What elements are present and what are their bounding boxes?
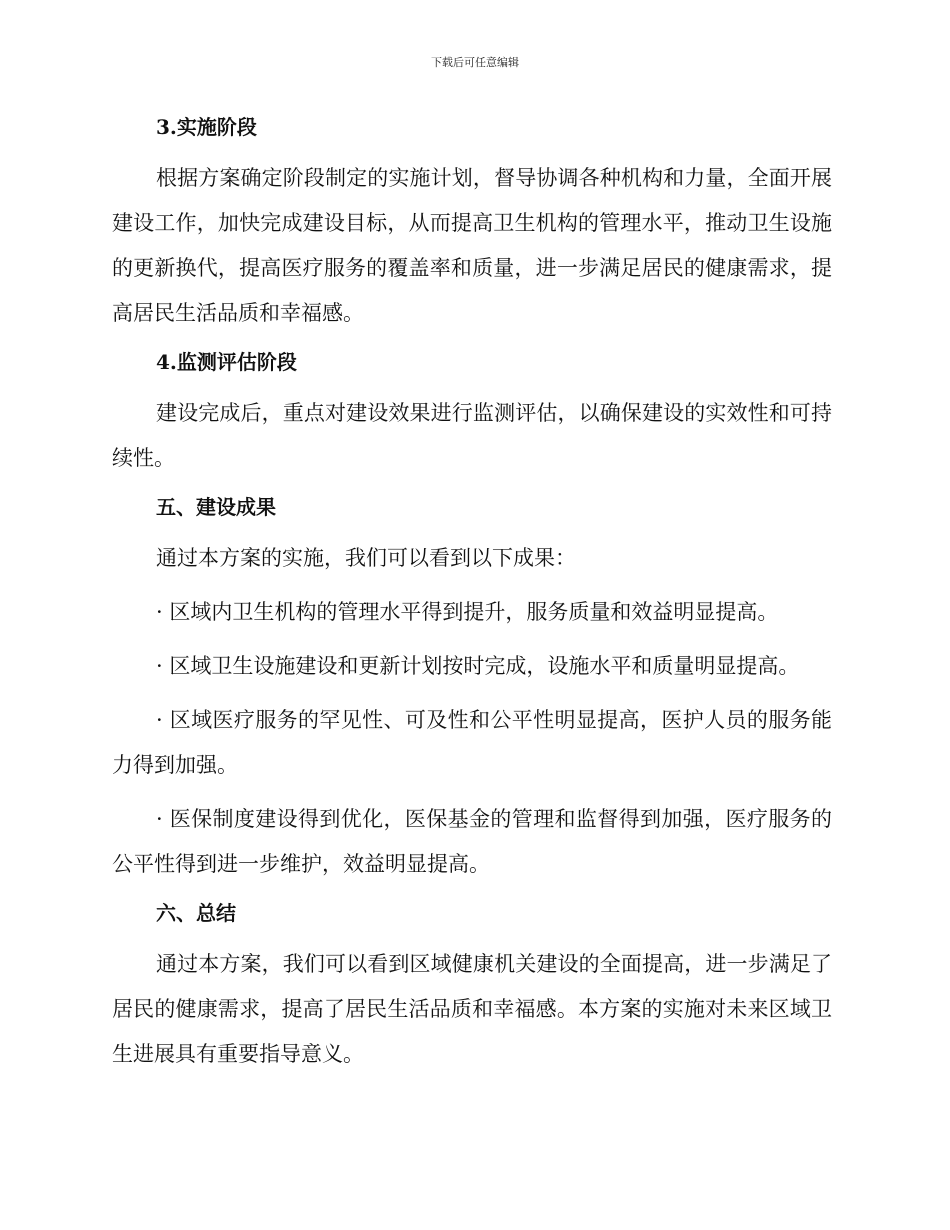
section-heading: 六、总结 bbox=[156, 901, 236, 925]
page-header: 下载后可任意编辑 bbox=[431, 56, 519, 69]
section-heading: 4.监测评估阶段 bbox=[156, 350, 297, 374]
paragraph: 通过本方案，我们可以看到区域健康机关建设的全面提高，进一步满足了居民的健康需求，提高了居民生活品质和幸福感。本方案的实施对未来区域卫生进展具有重要指导意义。 bbox=[112, 952, 832, 1066]
paragraph: 通过本方案的实施，我们可以看到以下成果： bbox=[156, 546, 576, 570]
paragraph: 根据方案确定阶段制定的实施计划，督导协调各种机构和力量，全面开展建设工作，加快完成建设目标，从而提高卫生机构的管理水平，推动卫生设施的更新换代，提高医疗服务的覆盖率和质量，进一步满足居民的健康需求，提高居民生活品质和幸福感。 bbox=[112, 166, 832, 325]
list-item: · 区域内卫生机构的管理水平得到提升，服务质量和效益明显提高。 bbox=[156, 600, 779, 624]
list-item: · 区域医疗服务的罕见性、可及性和公平性明显提高，医护人员的服务能力得到加强。 bbox=[112, 708, 832, 777]
list-item: · 医保制度建设得到优化，医保基金的管理和监督得到加强，医疗服务的公平性得到进一步维护，效益明显提高。 bbox=[112, 807, 832, 876]
list-item: · 区域卫生设施建设和更新计划按时完成，设施水平和质量明显提高。 bbox=[156, 654, 800, 678]
section-heading: 3.实施阶段 bbox=[156, 115, 257, 139]
paragraph: 建设完成后，重点对建设效果进行监测评估，以确保建设的实效性和可持续性。 bbox=[112, 401, 832, 470]
document-body bbox=[112, 110, 832, 1077]
section-heading: 五、建设成果 bbox=[156, 495, 276, 519]
